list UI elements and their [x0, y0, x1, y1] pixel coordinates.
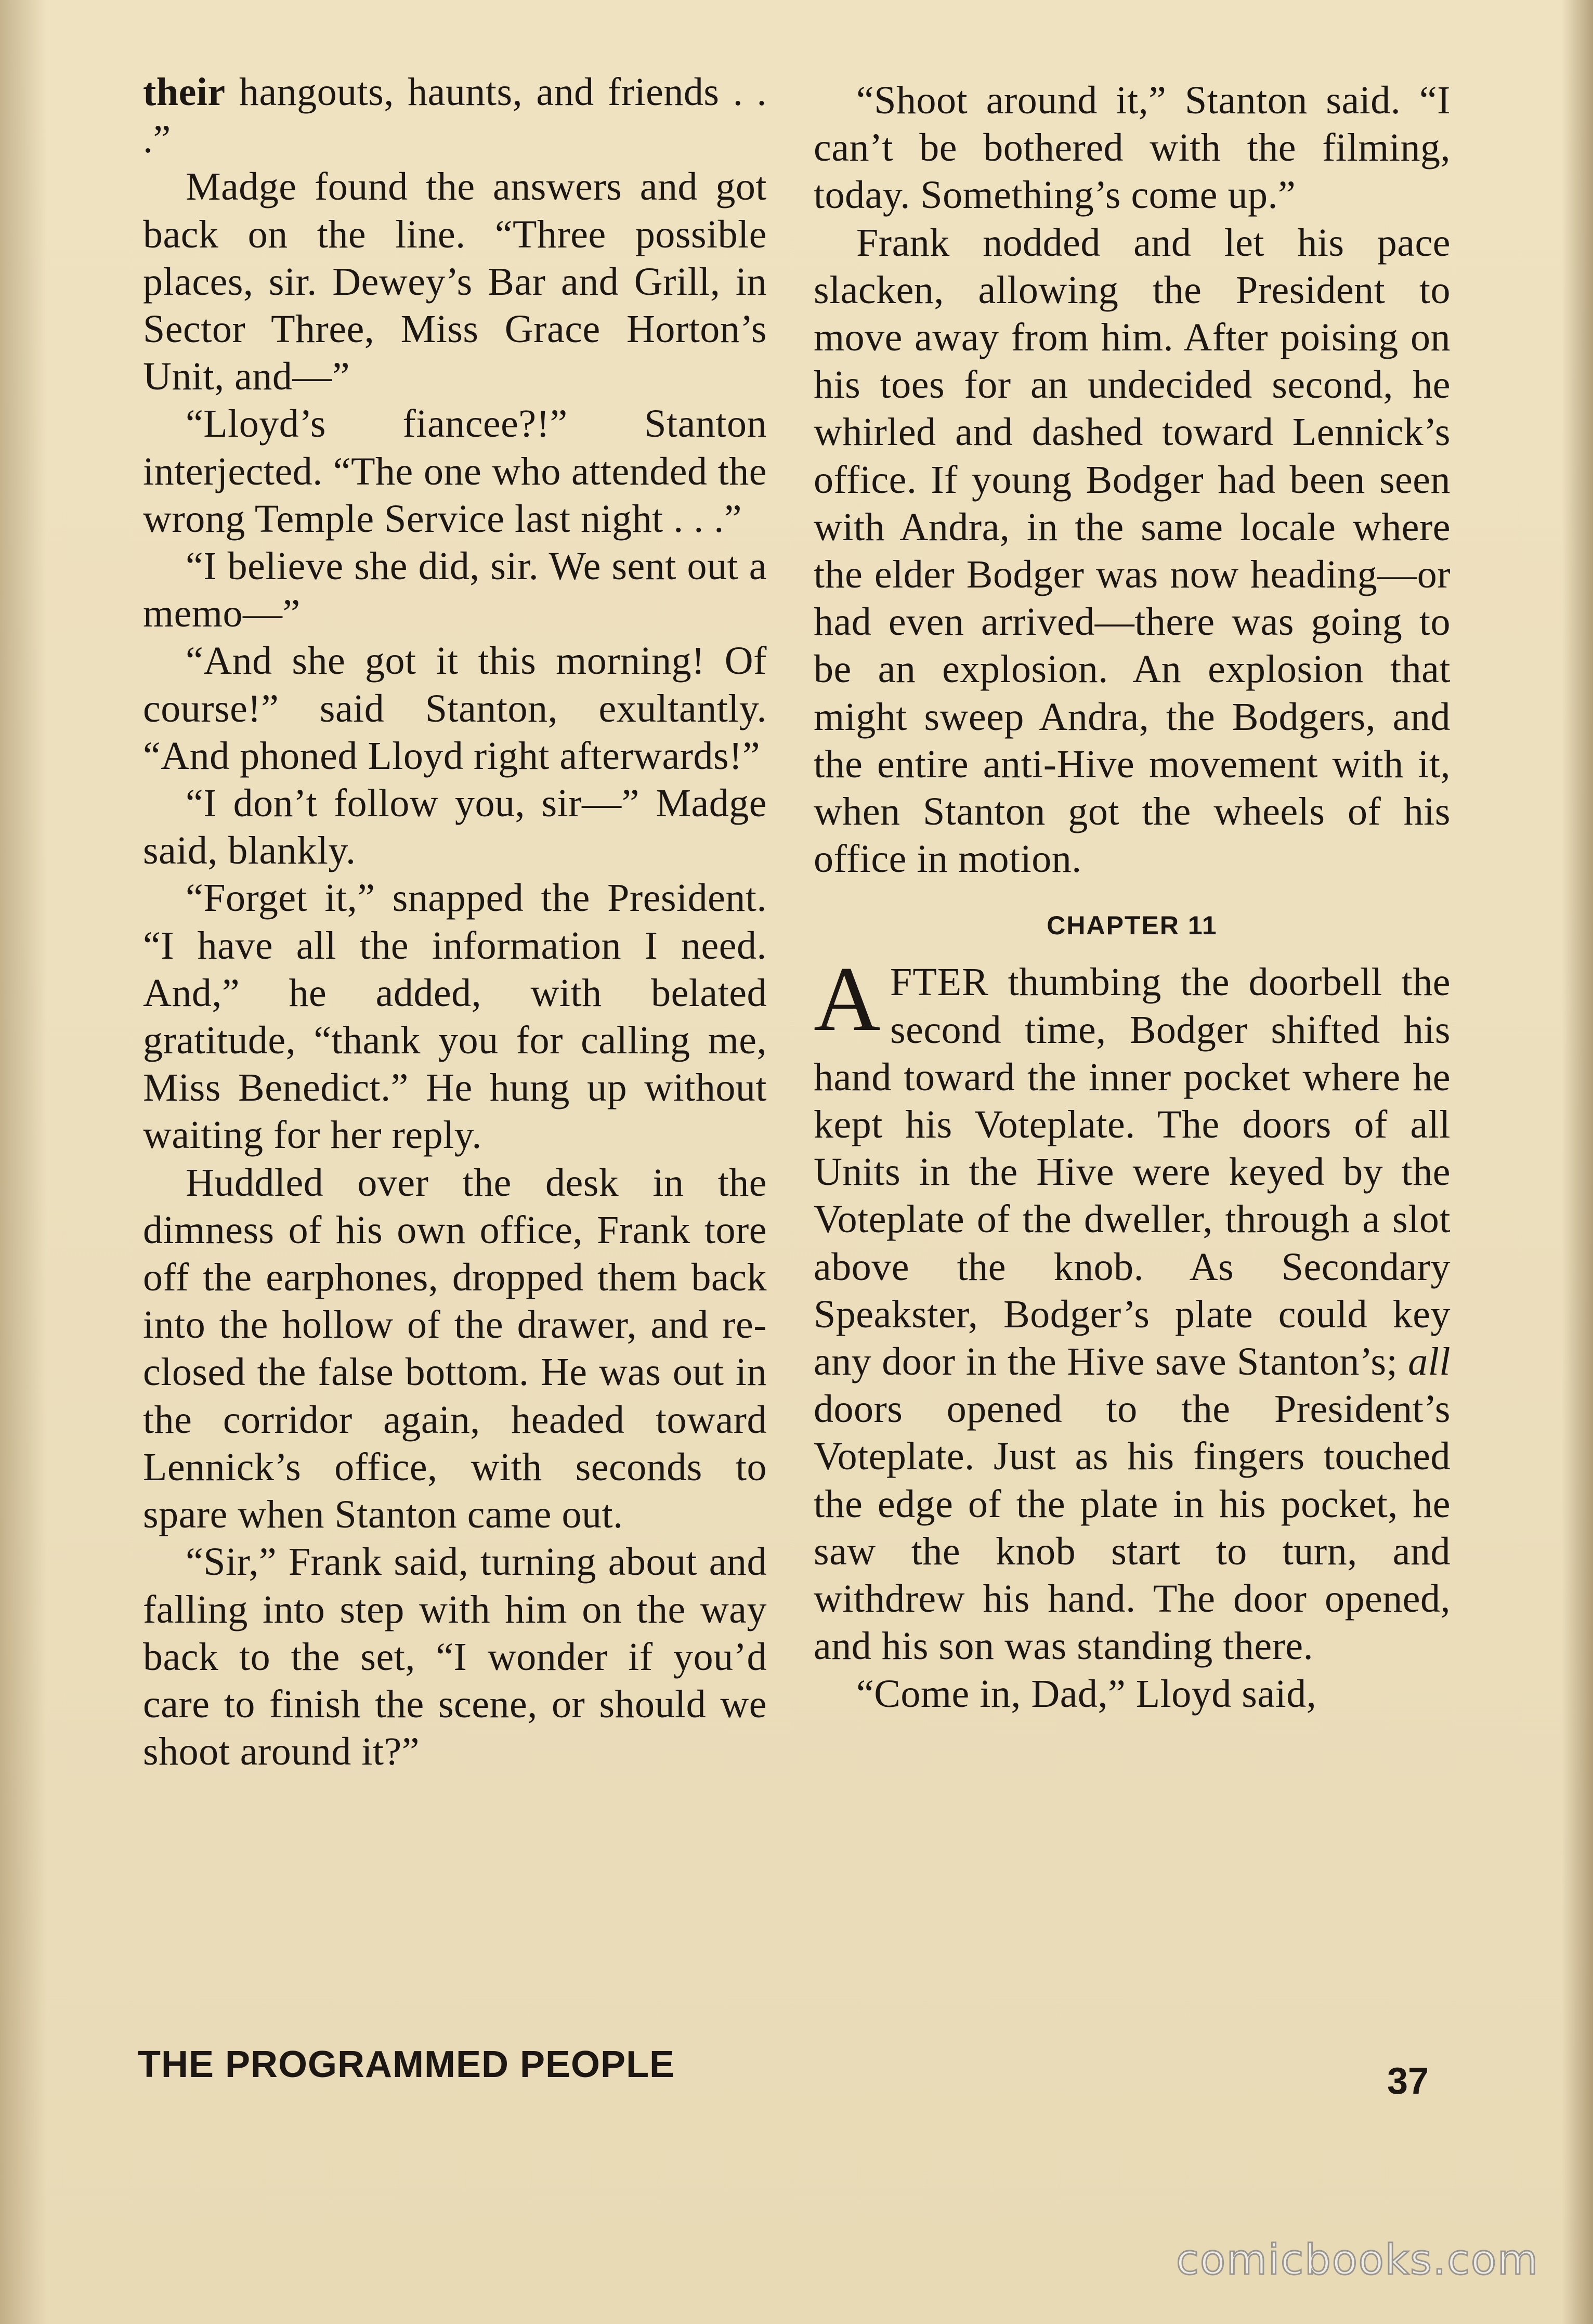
running-footer-title: THE PROGRAMMED PEOPLE — [138, 2044, 675, 2085]
chapter-heading: CHAPTER 11 — [1047, 911, 1218, 941]
continued-word: their — [143, 70, 226, 114]
paragraph: “I don’t follow you, sir—” Madge said, blankly. — [143, 781, 767, 873]
paragraph: “And she got it this morning! Of course!” said Stanton, exultantly. “And phoned Lloyd right afterwards!” — [143, 639, 767, 778]
paragraph: Huddled over the desk in the dimness of his own office, Frank tore off the earphones, dropped them back into the hollow of the drawer, and re-closed the false bottom. He was out in the corridor again, headed toward Lennick’s office, with seconds to spare when Stanton came out. — [143, 1160, 767, 1537]
paragraph-text: hangouts, haunts, and friends . . .” — [143, 70, 767, 162]
left-text-column — [143, 69, 767, 1775]
right-text-column — [814, 77, 1451, 1718]
emphasis-text: all — [1408, 1340, 1451, 1384]
paragraph: “Forget it,” snapped the President. “I have all the information I need. And,” he added, with belated gratitude, “thank you for calling me, Miss Benedict.” He hung up without waiting for her reply. — [143, 876, 767, 1157]
paragraph-text: doors opened to the President’s Voteplate. Just as his fingers touched the edge of the plate in his pocket, he saw the knob start to turn, and withdrew his hand. The door opened, and his son was standing there. — [814, 1387, 1451, 1668]
chapter-opening-paragraph — [814, 947, 1451, 1670]
lead-word: FTER — [890, 960, 989, 1004]
drop-cap: A — [814, 947, 881, 1051]
paragraph-text: thumbing the doorbell the second time, Bodger shifted his hand toward the inner pocket where he kept his Voteplate. The doors of all Units in the Hive were keyed by the Voteplate of the dweller, through a slot above the knob. As Secondary Speakster, Bodger’s plate could key any door in the Hive save Stanton’s; — [814, 960, 1451, 1384]
paragraph: Madge found the answers and got back on the line. “Three possible places, sir. Dewey’s Bar and Grill, in Sector Three, Miss Grace Horton’s Unit, and—” — [143, 165, 767, 399]
paragraph: “Shoot around it,” Stanton said. “I can’t be bothered with the filming, today. Something’s come up.” — [814, 79, 1451, 217]
watermark: comicbooks.com — [1176, 2236, 1539, 2284]
paragraph: “Come in, Dad,” Lloyd said, — [856, 1672, 1317, 1716]
paragraph: “Lloyd’s fiancee?!” Stanton interjected. “The one who attended the wrong Temple Service last night . . .” — [143, 402, 767, 541]
page-number: 37 — [1387, 2060, 1429, 2102]
paragraph — [143, 69, 767, 163]
paragraph: Frank nodded and let his pace slacken, allowing the President to move away from him. After poising on his toes for an undecided second, he whirled and dashed toward Lennick’s office. If young Bodger had been seen with Andra, in the same locale where the elder Bodger was now heading—or had even arrived—there was going to be an explosion. An explosion that might sweep Andra, the Bodgers, and the entire anti-Hive movement with it, when Stanton got the wheels of his office in motion. — [814, 220, 1451, 881]
paragraph: “I believe she did, sir. We sent out a memo—” — [143, 544, 767, 636]
paragraph: “Sir,” Frank said, turning about and falling into step with him on the way back to the set, “I wonder if you’d care to finish the scene, or should we shoot around it?” — [143, 1540, 767, 1774]
